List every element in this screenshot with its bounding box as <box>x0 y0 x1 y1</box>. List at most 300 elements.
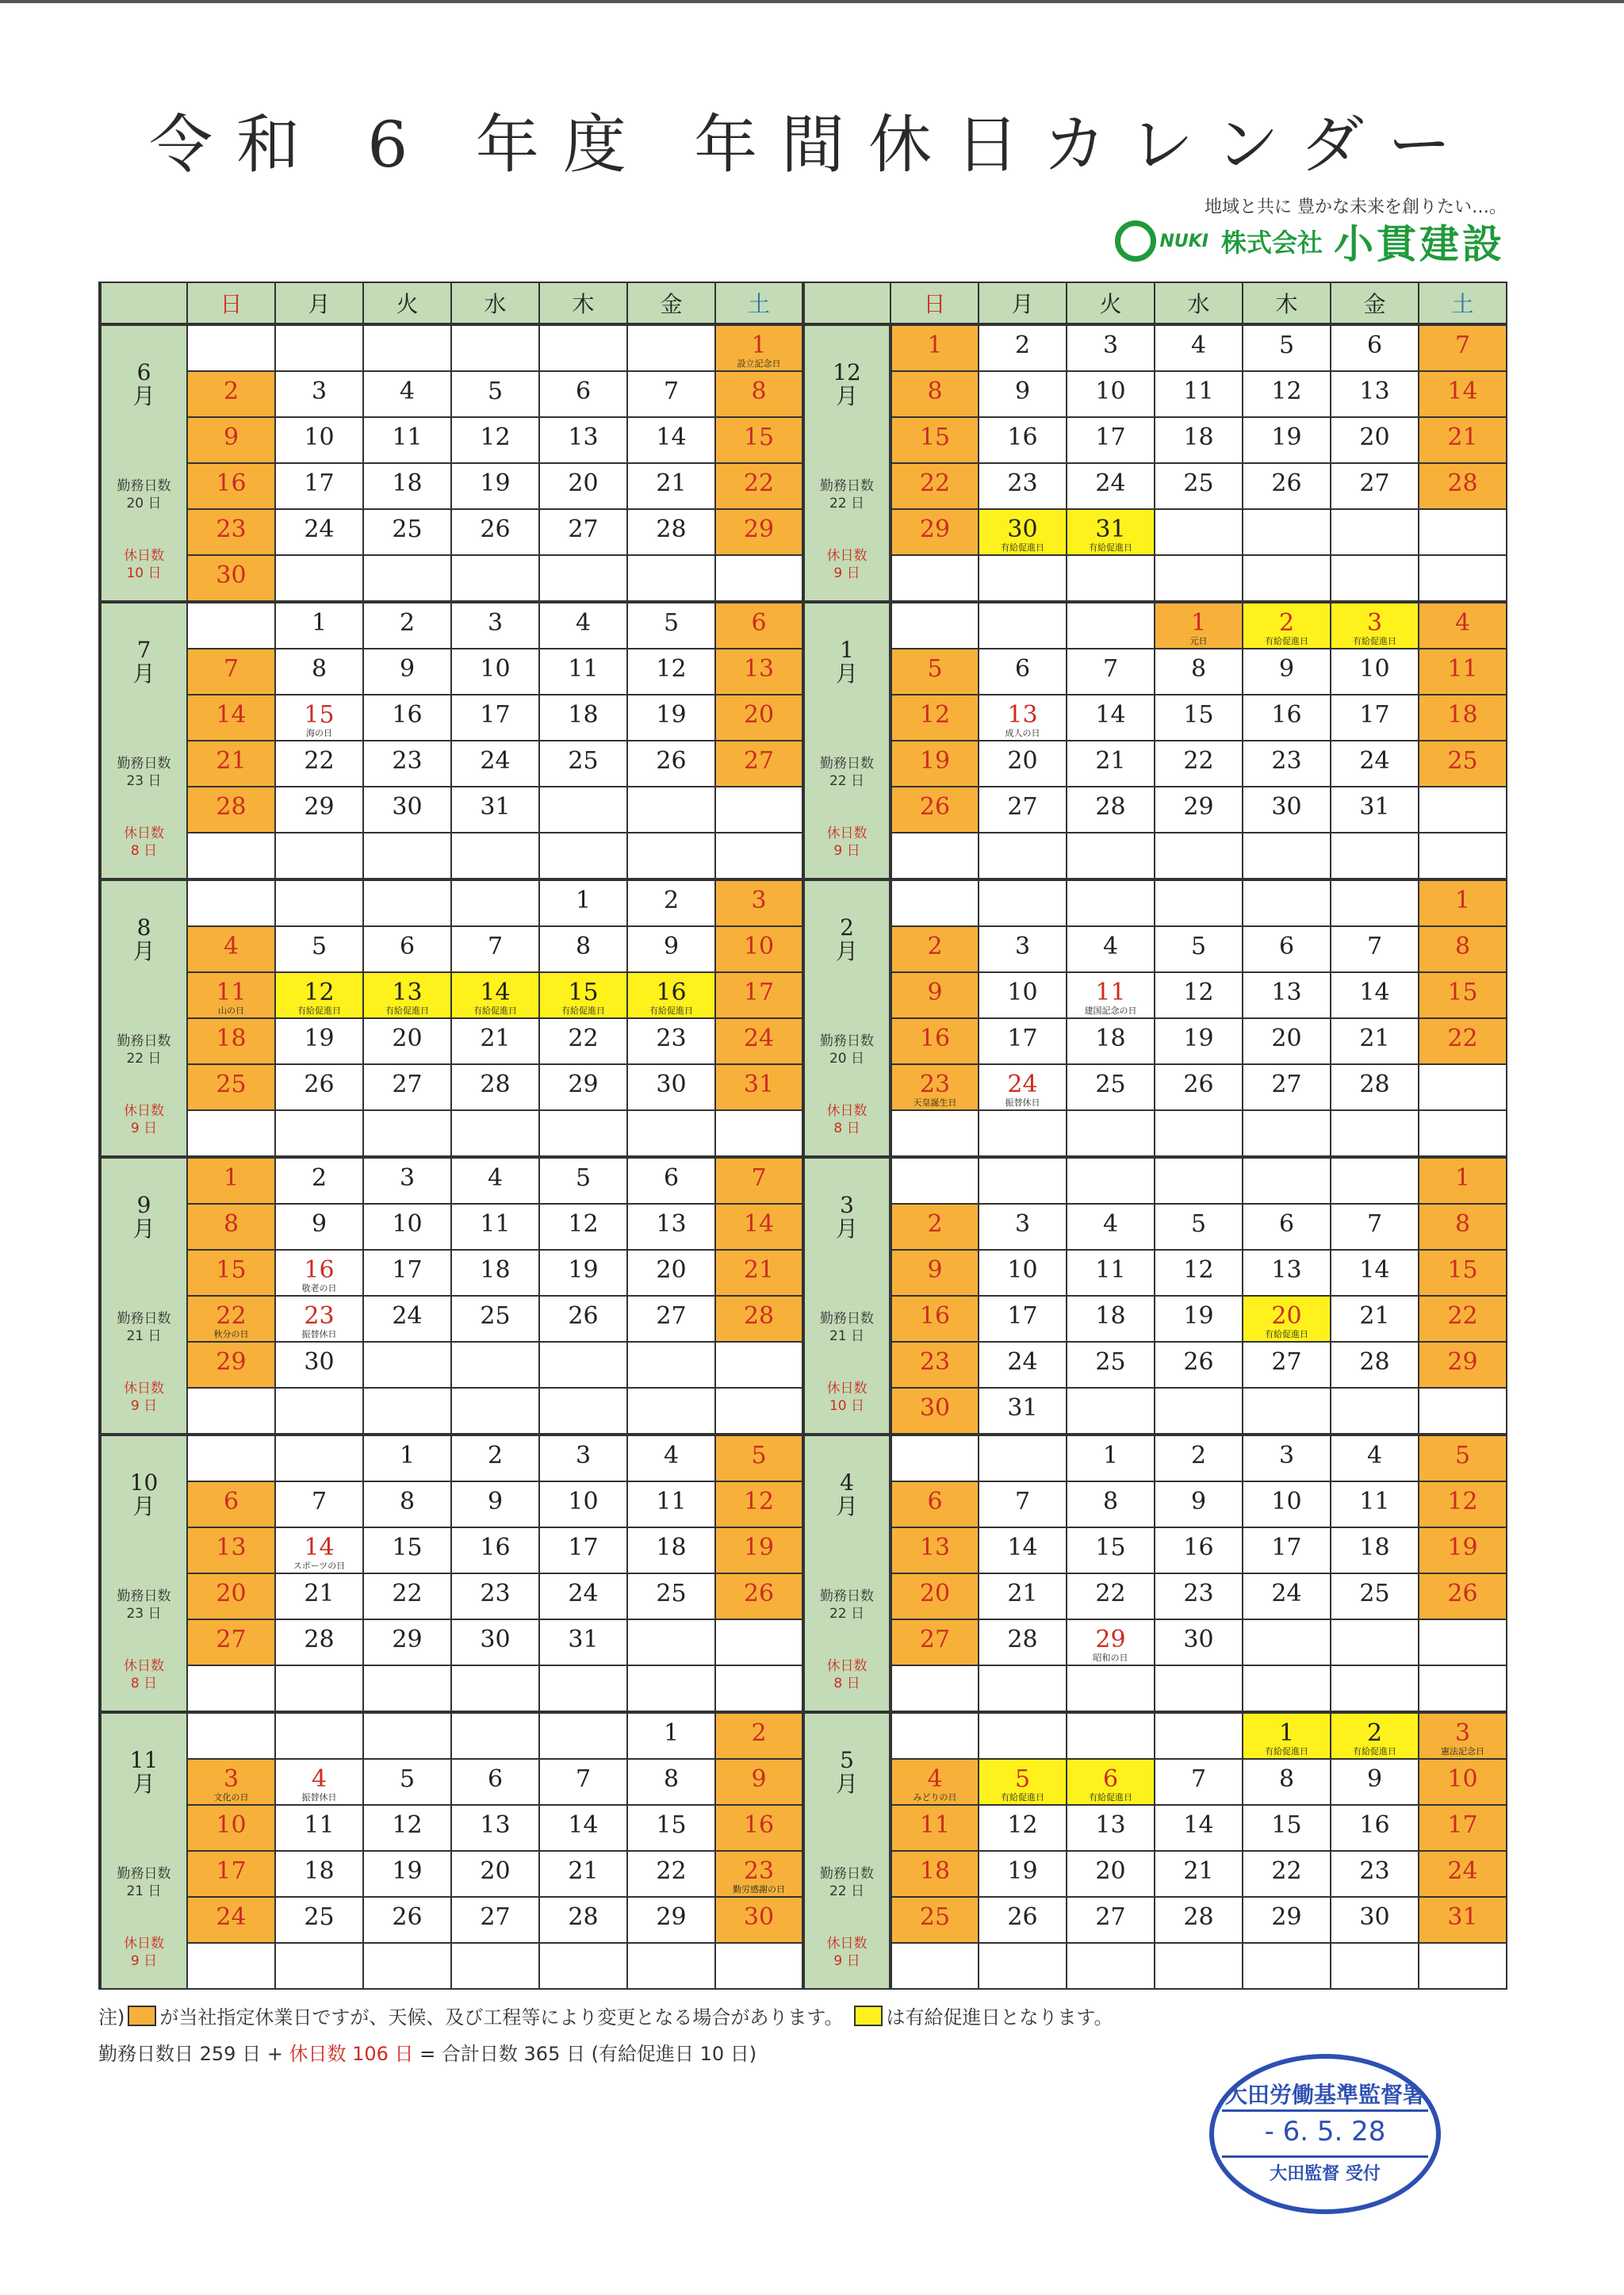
day-cell <box>363 1619 451 1665</box>
empty-cell <box>451 1712 539 1759</box>
day-number: 8 <box>223 1210 239 1238</box>
month-label-left <box>100 1712 187 1989</box>
day-cell <box>363 1435 451 1481</box>
day-number: 13 <box>1095 1811 1126 1839</box>
day-cell <box>1067 1250 1155 1296</box>
day-number: 31 <box>568 1626 599 1653</box>
day-number: 31 <box>1447 1903 1478 1931</box>
day-number: 20 <box>1095 1857 1126 1885</box>
empty-cell <box>715 555 803 602</box>
day-cell <box>1419 1296 1507 1342</box>
month-name: 9 月 <box>132 1192 155 1242</box>
day-number: 8 <box>1454 1210 1471 1238</box>
day-number: 21 <box>1007 1580 1038 1607</box>
empty-cell <box>451 324 539 371</box>
day-cell <box>891 417 979 463</box>
day-cell <box>891 324 979 371</box>
day-cell <box>1067 1573 1155 1619</box>
day-cell <box>1419 1435 1507 1481</box>
day-cell <box>627 602 715 649</box>
day-number: 26 <box>1183 1348 1214 1376</box>
holiday-count-label: 休日数 <box>826 1658 868 1674</box>
day-cell <box>627 1897 715 1943</box>
day-cell <box>1243 463 1331 509</box>
day-cell <box>1331 1296 1419 1342</box>
day-cell <box>627 1851 715 1897</box>
stamp-rule-bottom <box>1222 2155 1428 2158</box>
day-cell <box>891 1527 979 1573</box>
day-number: 16 <box>919 1302 951 1330</box>
day-cell <box>539 1805 627 1851</box>
day-cell <box>451 1435 539 1481</box>
day-number: 25 <box>1359 1580 1390 1607</box>
work-days-label: 勤務日数 <box>117 1866 171 1882</box>
day-number: 9 <box>751 1765 767 1793</box>
holiday-count-value: 8 日 <box>833 1676 860 1692</box>
day-number: 27 <box>1271 1071 1302 1098</box>
empty-cell <box>1155 1110 1243 1157</box>
holiday-count-label: 休日数 <box>124 1381 164 1397</box>
day-number: 19 <box>392 1857 423 1885</box>
day-cell <box>891 1805 979 1851</box>
day-number: 25 <box>480 1302 511 1330</box>
day-number: 23 <box>1271 747 1302 775</box>
month-label-right <box>803 602 891 879</box>
day-cell <box>275 787 363 833</box>
holiday-count-value: 9 日 <box>130 1398 158 1414</box>
day-cell <box>715 509 803 555</box>
holiday-name: 有給促進日 <box>297 1006 341 1016</box>
day-number: 2 <box>399 609 416 637</box>
day-number: 29 <box>919 515 951 543</box>
weekday-header: 金 <box>1331 282 1419 324</box>
empty-cell <box>275 324 363 371</box>
day-number: 19 <box>1447 1534 1478 1561</box>
empty-cell <box>539 1665 627 1712</box>
day-cell <box>1155 417 1243 463</box>
day-cell <box>1067 1527 1155 1573</box>
empty-cell <box>715 1943 803 1989</box>
company-logo <box>1115 216 1505 266</box>
day-cell <box>1155 1805 1243 1851</box>
day-cell <box>363 371 451 417</box>
day-cell <box>187 1204 275 1250</box>
day-number: 17 <box>1447 1811 1478 1839</box>
day-cell <box>363 1064 451 1110</box>
day-cell <box>539 1204 627 1250</box>
day-number: 7 <box>1454 331 1471 359</box>
empty-cell <box>891 1110 979 1157</box>
day-number: 27 <box>1095 1903 1126 1931</box>
day-number: 15 <box>1447 979 1478 1006</box>
day-cell <box>979 1527 1067 1573</box>
day-cell <box>1067 695 1155 741</box>
day-cell <box>451 1573 539 1619</box>
day-number: 25 <box>392 515 423 543</box>
holiday-name: 天皇誕生日 <box>913 1098 957 1108</box>
day-number: 9 <box>399 655 416 683</box>
day-number: 22 <box>392 1580 423 1607</box>
holiday-name: 有給促進日 <box>385 1006 429 1016</box>
day-cell <box>187 741 275 787</box>
day-cell <box>627 371 715 417</box>
day-number: 5 <box>311 933 327 960</box>
empty-cell <box>627 1388 715 1435</box>
day-number: 10 <box>392 1210 423 1238</box>
month-name: 2 月 <box>835 914 858 964</box>
day-cell <box>451 1204 539 1250</box>
day-cell <box>1419 1527 1507 1573</box>
day-cell <box>1155 463 1243 509</box>
day-number: 2 <box>751 1719 767 1747</box>
day-number: 16 <box>1007 423 1038 451</box>
work-days-value: 22 日 <box>126 1051 162 1067</box>
day-cell <box>363 1481 451 1527</box>
day-cell <box>715 1018 803 1064</box>
day-number: 26 <box>656 747 687 775</box>
day-number: 8 <box>663 1765 680 1793</box>
day-cell <box>539 1527 627 1573</box>
stamp-office-name: 大田労働基準監督署 <box>1224 2082 1425 2108</box>
day-number: 7 <box>1014 1488 1031 1515</box>
day-cell <box>275 1342 363 1388</box>
day-cell <box>187 1342 275 1388</box>
empty-cell <box>187 833 275 879</box>
day-cell <box>979 649 1067 695</box>
day-cell <box>979 741 1067 787</box>
holiday-count-label: 休日数 <box>826 826 868 841</box>
day-cell <box>1243 1204 1331 1250</box>
day-number: 26 <box>1183 1071 1214 1098</box>
day-cell <box>451 602 539 649</box>
day-cell <box>715 1064 803 1110</box>
day-number: 21 <box>1359 1025 1390 1052</box>
day-number: 24 <box>304 515 335 543</box>
day-number: 13 <box>1007 701 1038 729</box>
empty-cell <box>1419 1665 1507 1712</box>
holiday-name: 敬老の日 <box>301 1283 337 1293</box>
empty-cell <box>1067 1943 1155 1989</box>
day-number: 17 <box>1271 1534 1302 1561</box>
day-number: 18 <box>216 1025 247 1052</box>
day-number: 27 <box>919 1626 951 1653</box>
day-cell <box>1243 324 1331 371</box>
day-number: 15 <box>1271 1811 1302 1839</box>
day-number: 9 <box>663 933 680 960</box>
day-cell <box>891 695 979 741</box>
day-number: 2 <box>1366 1719 1383 1747</box>
day-number: 15 <box>1095 1534 1126 1561</box>
day-number: 20 <box>743 701 775 729</box>
day-number: 3 <box>1454 1719 1471 1747</box>
day-number: 26 <box>568 1302 599 1330</box>
day-cell <box>979 1805 1067 1851</box>
day-cell <box>275 1573 363 1619</box>
day-number: 14 <box>1183 1811 1214 1839</box>
day-number: 6 <box>487 1765 504 1793</box>
note-yellow-text: は有給促進日となります。 <box>886 2006 1113 2029</box>
day-number: 21 <box>656 469 687 497</box>
day-cell <box>891 787 979 833</box>
holiday-name: 振替休日 <box>301 1329 337 1339</box>
work-days-value: 23 日 <box>126 1606 162 1622</box>
day-cell <box>363 926 451 972</box>
day-cell <box>363 1250 451 1296</box>
holiday-name: 有給促進日 <box>1089 1792 1132 1803</box>
day-cell <box>451 1250 539 1296</box>
company-type: 株式会社 <box>1220 228 1323 258</box>
day-number: 1 <box>1278 1719 1295 1747</box>
day-cell <box>275 695 363 741</box>
empty-cell <box>1331 879 1419 926</box>
day-number: 28 <box>480 1071 511 1098</box>
day-number: 19 <box>919 747 951 775</box>
day-cell <box>539 1897 627 1943</box>
day-cell <box>715 1897 803 1943</box>
day-cell <box>627 509 715 555</box>
weekday-header: 月 <box>275 282 363 324</box>
day-cell <box>539 463 627 509</box>
day-cell <box>715 371 803 417</box>
day-number: 25 <box>1095 1348 1126 1376</box>
day-cell <box>1419 324 1507 371</box>
day-cell <box>715 972 803 1018</box>
empty-cell <box>275 1110 363 1157</box>
day-number: 30 <box>1271 793 1302 821</box>
day-number: 11 <box>919 1811 951 1839</box>
week-row <box>100 1712 1507 1759</box>
day-number: 7 <box>311 1488 327 1515</box>
day-number: 6 <box>1278 1210 1295 1238</box>
day-cell <box>1067 371 1155 417</box>
day-number: 21 <box>480 1025 511 1052</box>
day-cell <box>451 926 539 972</box>
day-cell <box>187 1851 275 1897</box>
weekday-header: 木 <box>539 282 627 324</box>
day-number: 19 <box>1271 423 1302 451</box>
empty-cell <box>451 1943 539 1989</box>
day-cell <box>891 1897 979 1943</box>
empty-cell <box>1331 1619 1419 1665</box>
empty-cell <box>1243 1110 1331 1157</box>
empty-cell <box>979 1435 1067 1481</box>
day-cell <box>1067 1481 1155 1527</box>
day-cell <box>715 1851 803 1897</box>
day-number: 23 <box>216 515 247 543</box>
day-number: 30 <box>392 793 423 821</box>
day-number: 25 <box>304 1903 335 1931</box>
month-name: 3 月 <box>835 1192 858 1242</box>
month-name: 12 月 <box>833 359 861 409</box>
day-cell <box>539 1435 627 1481</box>
day-cell <box>1331 787 1419 833</box>
day-cell <box>451 509 539 555</box>
day-cell <box>539 1157 627 1204</box>
holiday-count-value: 9 日 <box>833 843 860 859</box>
empty-cell <box>979 1712 1067 1759</box>
day-number: 16 <box>919 1025 951 1052</box>
summary-work-days: 勤務日数日 259 日 + <box>98 2043 283 2065</box>
empty-cell <box>979 879 1067 926</box>
day-number: 7 <box>663 377 680 405</box>
day-number: 24 <box>1007 1348 1038 1376</box>
holiday-name: 有給促進日 <box>1353 1746 1396 1757</box>
day-cell <box>363 1527 451 1573</box>
day-number: 9 <box>1014 377 1031 405</box>
day-cell <box>363 741 451 787</box>
day-number: 25 <box>919 1903 951 1931</box>
day-cell <box>1331 371 1419 417</box>
summary-total: = 合計日数 365 日 (有給促進日 10 日) <box>419 2043 757 2065</box>
holiday-name: 建国記念の日 <box>1084 1006 1137 1016</box>
day-number: 27 <box>1271 1348 1302 1376</box>
day-cell <box>1155 1435 1243 1481</box>
empty-cell <box>275 1665 363 1712</box>
day-cell <box>187 1897 275 1943</box>
day-cell <box>1331 1342 1419 1388</box>
empty-cell <box>715 787 803 833</box>
day-number: 25 <box>1183 469 1214 497</box>
day-number: 14 <box>656 423 687 451</box>
day-cell <box>539 509 627 555</box>
day-number: 10 <box>480 655 511 683</box>
day-cell <box>891 649 979 695</box>
day-cell <box>1155 1204 1243 1250</box>
day-cell <box>363 602 451 649</box>
holiday-count-value: 9 日 <box>130 1953 158 1969</box>
day-number: 1 <box>311 609 327 637</box>
day-number: 7 <box>751 1164 767 1192</box>
day-cell <box>715 1157 803 1204</box>
day-number: 2 <box>223 377 239 405</box>
weekday-header: 日 <box>891 282 979 324</box>
day-cell <box>451 787 539 833</box>
day-number: 4 <box>927 1765 943 1793</box>
day-number: 20 <box>1271 1302 1302 1330</box>
day-number: 13 <box>1359 377 1390 405</box>
empty-cell <box>1419 555 1507 602</box>
day-number: 25 <box>568 747 599 775</box>
day-cell <box>539 926 627 972</box>
empty-cell <box>1243 833 1331 879</box>
empty-cell <box>1419 833 1507 879</box>
day-cell <box>1067 463 1155 509</box>
holiday-name: 有給促進日 <box>1265 1746 1308 1757</box>
day-cell <box>1419 1851 1507 1897</box>
day-number: 25 <box>1447 747 1478 775</box>
empty-cell <box>1243 1619 1331 1665</box>
day-cell <box>891 1759 979 1805</box>
day-cell <box>1243 1805 1331 1851</box>
day-number: 2 <box>311 1164 327 1192</box>
day-cell <box>891 1619 979 1665</box>
day-number: 24 <box>1007 1071 1038 1098</box>
day-cell <box>1243 972 1331 1018</box>
day-cell <box>979 1204 1067 1250</box>
page-title: 令和 6 年度 年間休日カレンダー <box>149 108 1475 182</box>
day-cell <box>539 879 627 926</box>
day-number: 12 <box>480 423 511 451</box>
day-number: 22 <box>656 1857 687 1885</box>
day-cell <box>275 602 363 649</box>
day-cell <box>363 417 451 463</box>
day-cell <box>363 1759 451 1805</box>
holiday-name: 憲法記念日 <box>1441 1746 1484 1757</box>
empty-cell <box>539 1712 627 1759</box>
day-cell <box>539 1018 627 1064</box>
empty-cell <box>627 555 715 602</box>
day-number: 21 <box>1359 1302 1390 1330</box>
day-number: 9 <box>927 1256 943 1284</box>
empty-cell <box>1067 1388 1155 1435</box>
holiday-name: 振替休日 <box>301 1792 337 1803</box>
day-cell <box>715 463 803 509</box>
day-cell <box>451 1296 539 1342</box>
empty-cell <box>187 1712 275 1759</box>
day-number: 13 <box>656 1210 687 1238</box>
calendar-table <box>98 282 1507 1990</box>
day-cell <box>363 1018 451 1064</box>
work-days-label: 勤務日数 <box>820 1311 874 1327</box>
day-cell <box>1155 695 1243 741</box>
day-number: 12 <box>1183 1256 1214 1284</box>
day-cell <box>187 926 275 972</box>
day-cell <box>275 972 363 1018</box>
empty-cell <box>1243 1157 1331 1204</box>
empty-cell <box>979 1665 1067 1712</box>
day-number: 7 <box>1190 1765 1207 1793</box>
day-cell <box>1067 787 1155 833</box>
day-number: 3 <box>1366 609 1383 637</box>
day-cell <box>1155 324 1243 371</box>
stamp-date: - 6. 5. 28 <box>1264 2116 1386 2147</box>
day-number: 7 <box>1366 933 1383 960</box>
day-cell <box>715 926 803 972</box>
empty-cell <box>275 1388 363 1435</box>
day-cell <box>891 972 979 1018</box>
day-cell <box>891 741 979 787</box>
empty-cell <box>979 1110 1067 1157</box>
day-number: 17 <box>216 1857 247 1885</box>
day-number: 7 <box>1102 655 1119 683</box>
day-number: 17 <box>1359 701 1390 729</box>
day-number: 4 <box>223 933 239 960</box>
day-number: 4 <box>1102 933 1119 960</box>
empty-cell <box>1067 833 1155 879</box>
day-number: 29 <box>1183 793 1214 821</box>
day-number: 14 <box>480 979 511 1006</box>
day-number: 7 <box>1366 1210 1383 1238</box>
day-number: 15 <box>1183 701 1214 729</box>
day-number: 5 <box>927 655 943 683</box>
day-number: 11 <box>656 1488 687 1515</box>
day-number: 5 <box>1190 933 1207 960</box>
day-number: 18 <box>392 469 423 497</box>
empty-cell <box>363 1388 451 1435</box>
day-cell <box>275 1805 363 1851</box>
day-cell <box>1243 1342 1331 1388</box>
holiday-name: 勤労感謝の日 <box>733 1884 785 1895</box>
day-number: 23 <box>919 1071 951 1098</box>
day-cell <box>1155 1064 1243 1110</box>
day-cell <box>1155 926 1243 972</box>
day-cell <box>1067 1296 1155 1342</box>
day-cell <box>1243 371 1331 417</box>
work-days-label: 勤務日数 <box>820 1588 874 1604</box>
day-number: 27 <box>743 747 775 775</box>
day-cell <box>715 1250 803 1296</box>
day-cell <box>979 1759 1067 1805</box>
